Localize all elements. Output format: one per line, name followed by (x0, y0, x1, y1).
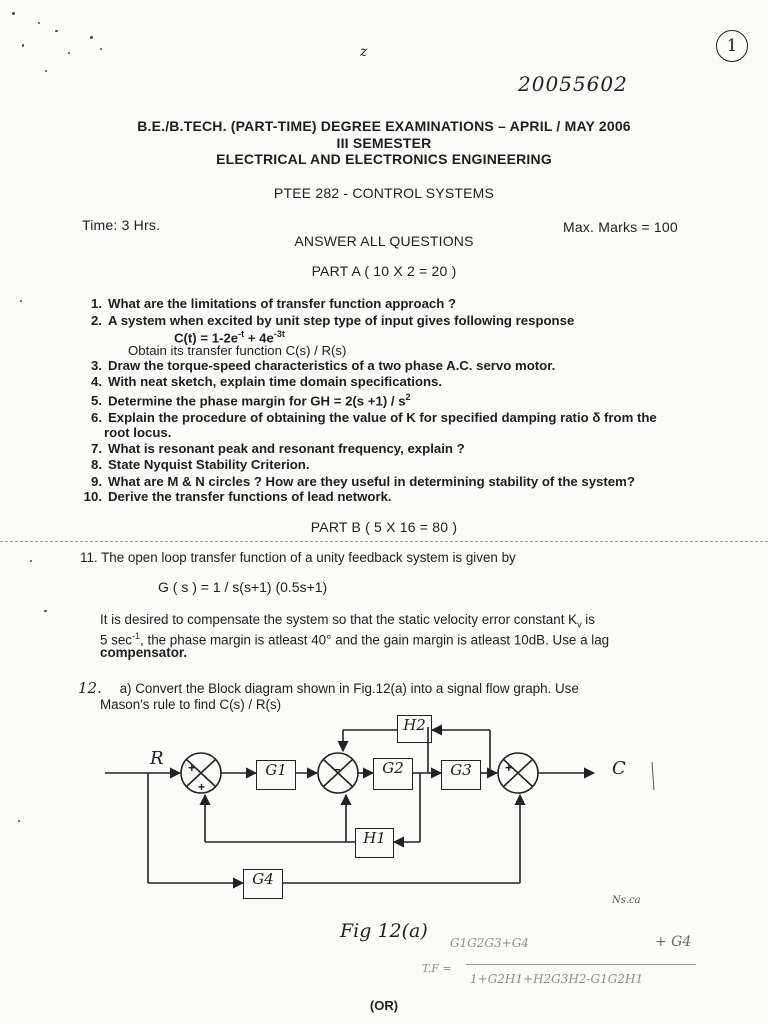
question-text: What is resonant peak and resonant frequency, explain ? (108, 441, 465, 456)
question-number: 5. (91, 393, 102, 409)
instruction: ANSWER ALL QUESTIONS (294, 233, 474, 249)
question-number: 7. (91, 441, 102, 456)
exam-duration: Time: 3 Hrs. (82, 217, 161, 233)
tf-denominator: 1+G2H1+H2G3H2-G1G2H1 (470, 972, 644, 986)
block-label: G2 (382, 759, 404, 777)
question-text: With neat sketch, explain time domain specifications. (108, 374, 443, 389)
q11-equation: G ( s ) = 1 / s(s+1) (0.5s+1) (158, 579, 328, 595)
question-number: 2. (91, 313, 102, 328)
input-label: R (150, 748, 164, 769)
max-marks: Max. Marks = 100 (563, 219, 678, 235)
q11-subscript: v (577, 619, 582, 630)
block-h1 (355, 828, 394, 858)
question-number: 12. (78, 679, 102, 697)
page-number: 1 (726, 36, 738, 56)
tf-plus-g4: + G4 (655, 934, 692, 950)
question-text: a) Convert the Block diagram shown in Fig.12(a) into a signal flow graph. Use (119, 681, 579, 696)
q11-text: 5 sec (100, 632, 133, 648)
question-number: 11. (80, 550, 98, 565)
question-text: The open loop transfer function of a unity feedback system is given by (101, 550, 516, 565)
question-text: Draw the torque-speed characteristics of a two phase A.C. servo motor. (108, 358, 556, 373)
question-text: State Nyquist Stability Criterion. (108, 457, 310, 472)
plus-sign: + (505, 760, 513, 775)
question-text: Derive the transfer functions of lead network. (108, 489, 392, 504)
question-number: 1. (91, 296, 102, 311)
question-number: 6. (91, 410, 102, 425)
figure-caption: Fig 12(a) (340, 920, 428, 942)
block-h2 (397, 715, 432, 743)
block-g4 (243, 869, 283, 899)
question-12-line2: Mason's rule to find C(s) / R(s) (100, 697, 282, 712)
q5-exponent: 2 (405, 392, 411, 402)
q2-eq-part: + 4e (244, 330, 274, 346)
q2-eq-exponent: -t (238, 329, 245, 339)
minus-sign: − (333, 762, 341, 777)
question-number: 3. (91, 358, 102, 373)
block-label: H2 (403, 716, 426, 734)
block-label: H1 (363, 829, 386, 847)
semester: III SEMESTER (336, 135, 432, 151)
margin-note: Ns.ca (612, 895, 641, 906)
block-label: G3 (450, 761, 472, 779)
q2-eq-exponent: -3t (273, 329, 285, 339)
question-number: 9. (91, 474, 102, 489)
or-separator: (OR) (369, 998, 399, 1013)
plus-sign: + (188, 760, 196, 775)
output-label: C (612, 758, 626, 779)
question-text: Determine the phase margin for GH = 2(s +1) / s (108, 393, 406, 409)
question-number: 4. (91, 374, 102, 389)
question-text: Explain the procedure of obtaining the value of K for specified damping ratio δ from the (108, 410, 657, 425)
part-b-title: PART B ( 5 X 16 = 80 ) (310, 519, 458, 535)
block-label: G4 (252, 870, 274, 888)
q11-text: , the phase margin is atleast 40° and the gain margin is atleast 10dB. Use a lag (140, 632, 610, 648)
part-a-title: PART A ( 10 X 2 = 20 ) (311, 263, 457, 279)
q11-text: It is desired to compensate the system so that the static velocity error constant K (100, 612, 578, 627)
plus-sign: + (198, 780, 206, 794)
question-number: 10. (83, 489, 102, 504)
question-text: What are the limitations of transfer function approach ? (108, 296, 457, 311)
question-text: What are M & N circles ? How are they useful in determining stability of the system? (108, 474, 635, 489)
question-number: 8. (91, 457, 102, 472)
department: ELECTRICAL AND ELECTRONICS ENGINEERING (216, 151, 552, 167)
block-g1 (256, 760, 296, 790)
top-scribble: z (360, 44, 368, 60)
course-title: PTEE 282 - CONTROL SYSTEMS (273, 185, 495, 201)
q11-text: is (581, 612, 595, 627)
block-label: G1 (265, 761, 287, 779)
register-number: 20055602 (518, 72, 628, 96)
q2-eq-part: C(t) = 1-2e (174, 330, 239, 346)
tf-fraction-bar (466, 964, 696, 965)
exam-title: B.E./B.TECH. (PART-TIME) DEGREE EXAMINATIONS – APRIL / MAY 2006 (137, 118, 631, 134)
q11-para-line3: compensator. (100, 645, 188, 660)
q6-continuation: root locus. (104, 425, 172, 440)
block-g3 (441, 760, 481, 790)
q11-superscript: -1 (132, 631, 141, 641)
block-g2 (373, 758, 413, 790)
tf-numerator: G1G2G3+G4 (450, 936, 529, 950)
q2-obtain: Obtain its transfer function C(s) / R(s) (128, 343, 347, 358)
question-text: A system when excited by unit step type of input gives following response (108, 313, 575, 328)
tf-label: T.F = (422, 962, 452, 975)
